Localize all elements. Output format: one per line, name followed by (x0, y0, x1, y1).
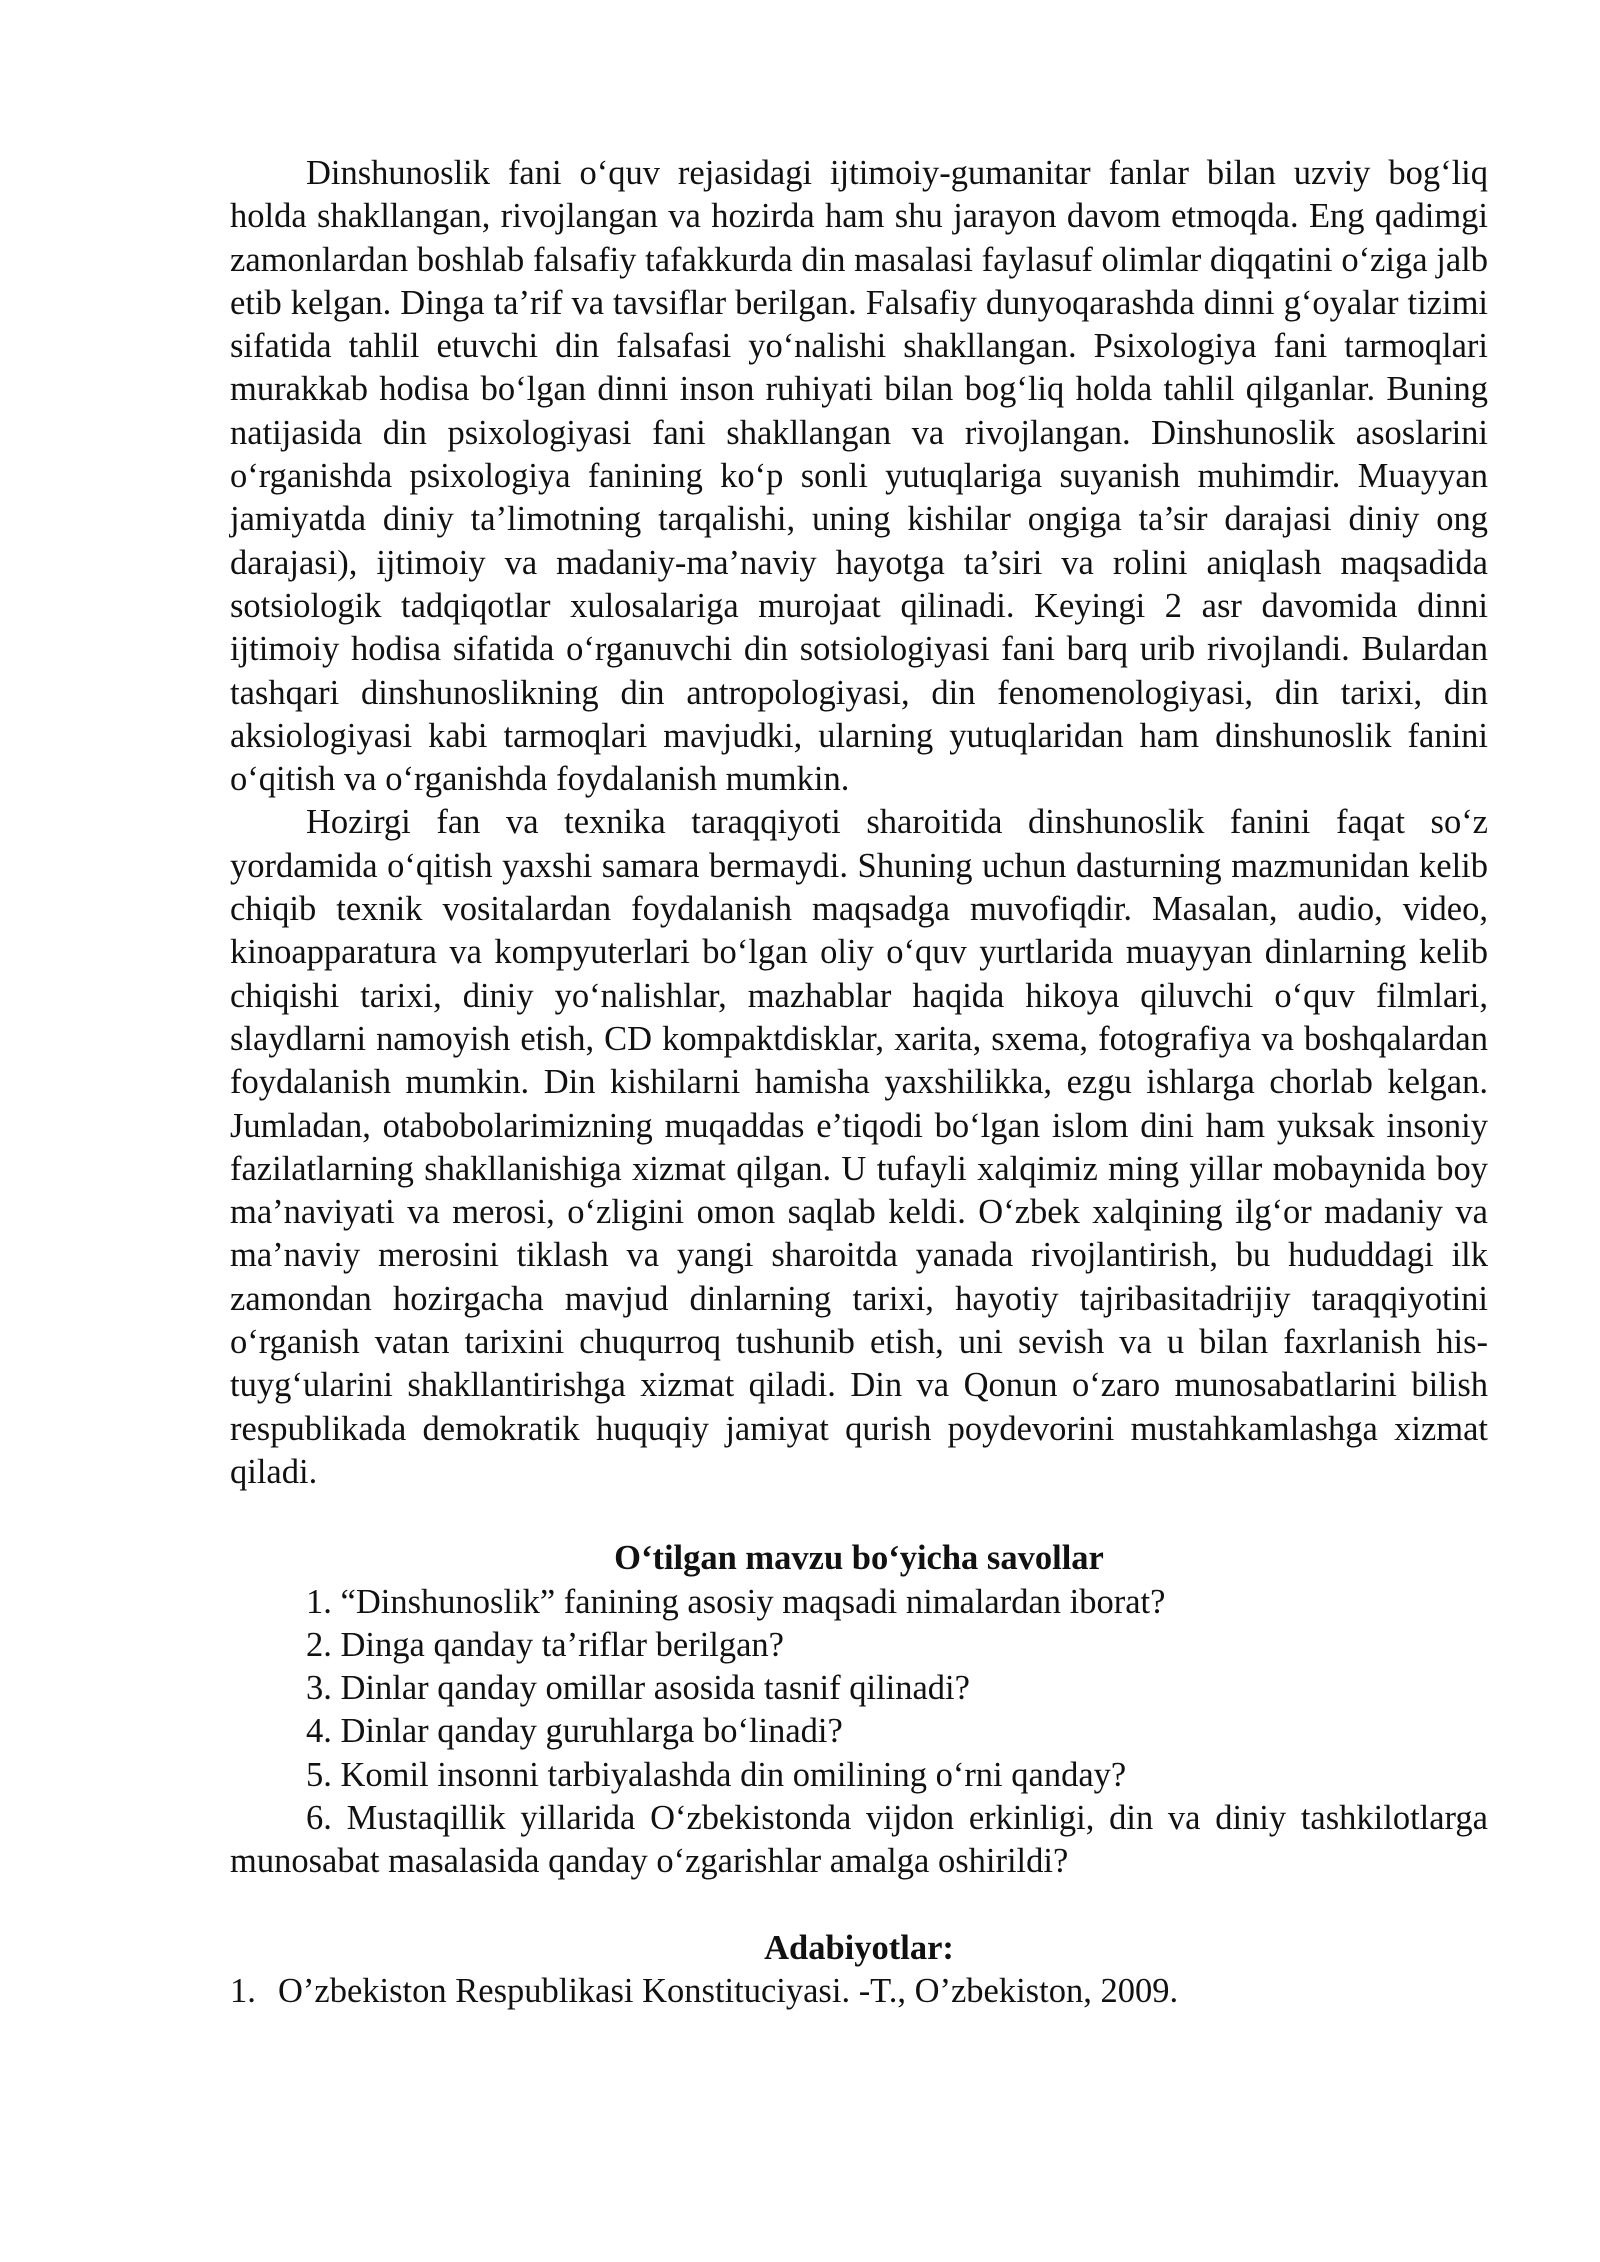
question-item: 1. “Dinshunoslik” fanining asosiy maqsadi nimalardan iborat? (306, 1582, 1166, 1621)
reference-item (230, 1970, 1488, 2013)
reference-number: 1. (230, 1971, 256, 2010)
question-item: 4. Dinlar qanday guruhlarga bo‘linadi? (306, 1712, 843, 1751)
question-item: 3. Dinlar qanday omillar asosida tasnif qilinadi? (306, 1669, 970, 1708)
questions-heading: O‘tilgan mavzu bo‘yicha savollar (614, 1539, 1104, 1578)
references-list (230, 1970, 1488, 2013)
document-page (230, 152, 1488, 2013)
references-heading: Adabiyotlar: (764, 1928, 954, 1967)
question-item: 2. Dinga qanday ta’riflar berilgan? (306, 1625, 784, 1664)
question-item: 5. Komil insonni tarbiyalashda din omilining o‘rni qanday? (306, 1755, 1127, 1794)
body-paragraph-1: Dinshunoslik fani o‘quv rejasidagi ijtimoiy-gumanitar fanlar bilan uzviy bog‘liq holda shakllangan, rivojlangan va hozirda ham shu jarayon davom etmoqda. Eng qadimgi zamonlardan boshlab falsafiy tafakkurda din masalasi faylasuf olimlar diqqatini o‘ziga jalb etib kelgan. Dinga ta’rif va tavsiflar berilgan. Falsafiy dunyoqarashda dinni g‘oyalar tizimi sifatida tahlil etuvchi din falsafasi yo‘nalishi shakllangan. Psixologiya fani tarmoqlari murakkab hodisa bo‘lgan dinni inson ruhiyati bilan bog‘liq holda tahlil qilganlar. Buning natijasida din psixologiyasi fani shakllangan va rivojlangan. Dinshunoslik asoslarini o‘rganishda psixologiya fanining ko‘p sonli yutuqlariga suyanish muhimdir. Muayyan jamiyatda diniy ta’limotning tarqalishi, uning kishilar ongiga ta’sir darajasi diniy ong darajasi), ijtimoiy va madaniy-ma’naviy hayotga ta’siri va rolini aniqlash maqsadida sotsiologik tadqiqotlar xulosalariga murojaat qilinadi. Keyingi 2 asr davomida dinni ijtimoiy hodisa sifatida o‘rganuvchi din sotsiologiyasi fani barq urib rivojlandi. Bulardan tashqari dinshunoslikning din antropologiyasi, din fenomenologiyasi, din tarixi, din aksiologiyasi kabi tarmoqlari mavjudki, ularning yutuqlaridan ham dinshunoslik fanini o‘qitish va o‘rganishda foydalanish mumkin. (230, 154, 1488, 799)
question-item: 6. Mustaqillik yillarida O‘zbekistonda vijdon erkinligi, din va diniy tashkilotlarga munosabat masalasida qanday o‘zgarishlar amalga oshirildi? (230, 1798, 1488, 1881)
body-paragraph-2: Hozirgi fan va texnika taraqqiyoti sharoitida dinshunoslik fanini faqat so‘z yordamida o‘qitish yaxshi samara bermaydi. Shuning uchun dasturning mazmunidan kelib chiqib texnik vositalardan foydalanish maqsadga muvofiqdir. Masalan, audio, video, kinoapparatura va kompyuterlari bo‘lgan oliy o‘quv yurtlarida muayyan dinlarning kelib chiqishi tarixi, diniy yo‘nalishlar, mazhablar haqida hikoya qiluvchi o‘quv filmlari, slaydlarni namoyish etish, CD kompaktdisklar, xarita, sxema, fotografiya va boshqalardan foydalanish mumkin. Din kishilarni hamisha yaxshilikka, ezgu ishlarga chorlab kelgan. Jumladan, otabobolarimizning muqaddas e’tiqodi bo‘lgan islom dini ham yuksak insoniy fazilatlarning shakllanishiga xizmat qilgan. U tufayli xalqimiz ming yillar mobaynida boy ma’naviyati va merosi, o‘zligini omon saqlab keldi. O‘zbek xalqining ilg‘or madaniy va ma’naviy merosini tiklash va yangi sharoitda yanada rivojlantirish, bu hududdagi ilk zamondan hozirgacha mavjud dinlarning tarixi, hayotiy tajribasitadrijiy taraqqiyotini o‘rganish vatan tarixini chuqurroq tushunib etish, uni sevish va u bilan faxrlanish his-tuyg‘ularini shakllantirishga xizmat qiladi. Din va Qonun o‘zaro munosabatlarini bilish respublikada demokratik huquqiy jamiyat qurish poydevorini mustahkamlashga xizmat qiladi. (230, 803, 1488, 1491)
reference-text: O’zbekiston Respublikasi Konstituciyasi. -T., O’zbekiston, 2009. (278, 1971, 1179, 2010)
questions-list (230, 1581, 1488, 1884)
